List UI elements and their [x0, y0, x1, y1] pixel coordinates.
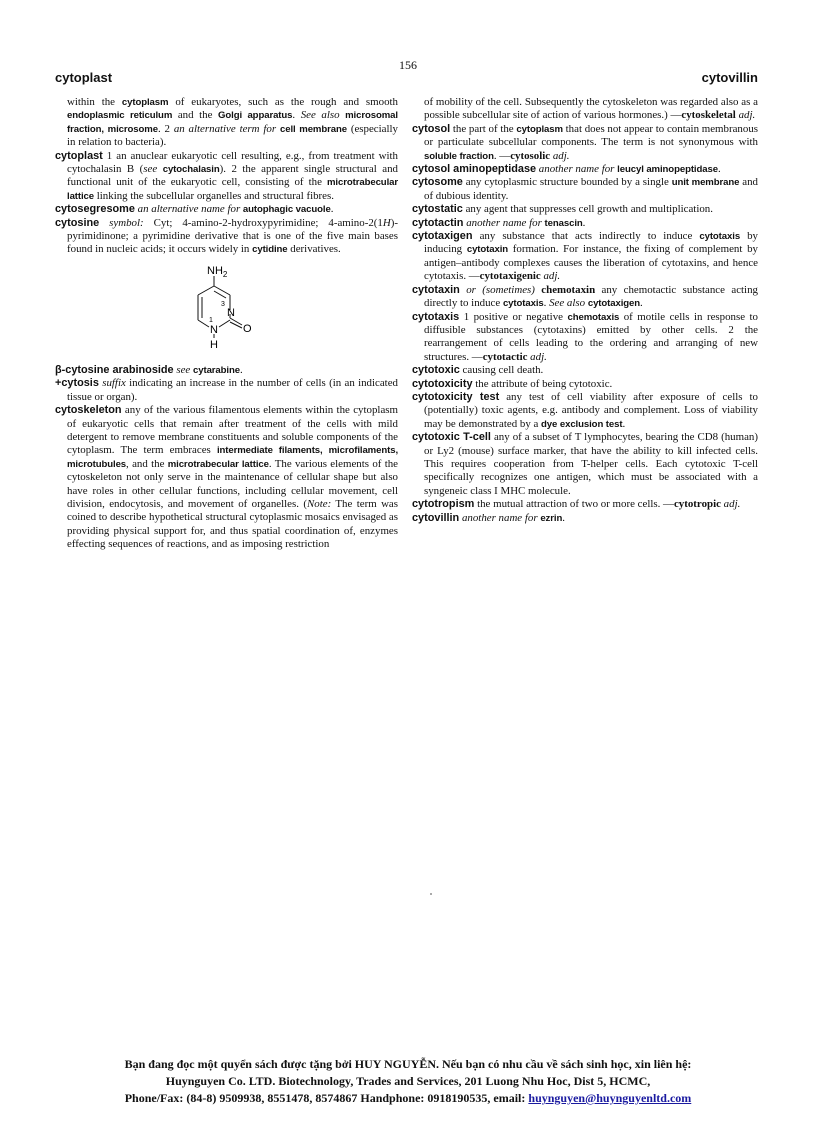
cross-reference[interactable]: microsomal fraction, microsome [67, 110, 398, 135]
cross-reference[interactable]: microtrabecular lattice [67, 177, 398, 202]
cross-reference[interactable]: cytotaxin [466, 244, 509, 256]
headword: cytoplast [55, 149, 103, 162]
entry-cytotoxic-t-cell: cytotoxic T-cell any of a subset of T lymphocytes, bearing the CD8 (human) or Ly2 (mouse) surface marker, that have the ability to kill infected cells. This requires cooperation from T-helper cells. Each cytotoxic T-cell specifically recognizes one antigen, which must be associated with a syngeneic class I MHC molecule. [412, 431, 758, 497]
cross-reference[interactable]: cytoplasm [516, 123, 563, 135]
derived-word: cytosolic [510, 149, 551, 162]
headword: cytotropism [412, 498, 475, 511]
cross-reference[interactable]: dye exclusion test [541, 418, 623, 430]
derived-word: cytotropic [673, 498, 721, 511]
cross-reference[interactable]: microtrabecular lattice [167, 458, 269, 470]
cross-reference[interactable]: soluble fraction [424, 150, 494, 162]
entry-cytotaxigen: cytotaxigen any substance that acts indirectly to induce cytotaxis by inducing cytotaxin formation. For instance, the fixing of complement by antigen–antibody complexes causes the liberation of cytotaxins, and hence cytotaxis. —cytotaxigenic adj. [412, 230, 758, 283]
headword: cytoskeleton [55, 404, 122, 417]
entry-continued: of mobility of the cell. Subsequently the cytoskeleton was regarded also as a possible subcellular site of action of various hormones.) —cytoskeletal adj. [424, 96, 758, 122]
headword: cytotoxicity test [412, 390, 500, 403]
derived-word: cytoskeletal [681, 109, 736, 122]
entry-cytosol: cytosol the part of the cytoplasm that does not appear to contain membranous or particulate subcellular components. The term is not synonymous with soluble fraction. —cytosolic adj. [412, 122, 759, 162]
n3-label: N [227, 306, 235, 319]
h-label: H [210, 338, 218, 351]
headword: cytotactin [412, 216, 464, 229]
headword: cytotaxigen [412, 230, 473, 243]
cross-reference[interactable]: Golgi apparatus [218, 110, 293, 122]
cross-reference[interactable]: cytochalasin [162, 164, 220, 176]
entry-continued: within the cytoplasm of eukaryotes, such as the rough and smooth endoplasmic reticulum and the Golgi apparatus. See also microsomal fraction, microsome. 2 an alternative term for cell membrane (especially in relation to bacteria). [67, 96, 398, 149]
page-number: 156 [399, 58, 417, 72]
variant-word: chemotaxin [541, 283, 596, 296]
footer-line-1: Bạn đang đọc một quyển sách được tặng bởi HUY NGUYỄN. Nếu bạn có nhu cầu về sách sinh học, xin liên hệ: [124, 1057, 692, 1071]
cross-reference[interactable]: intermediate filaments, microfilaments, microtubules [67, 445, 399, 470]
entry-cytoskeleton: cytoskeleton any of the various filamentous elements within the cytoplasm of eukaryotic cells that remain after treatment of the cells with mild detergent to remove membrane constituents and soluble components of the cytoplasm. The term embraces intermediate filaments, microfilaments, microtubules, and the microtrabecular lattice. The various elements of the cytoskeleton not only serve in the maintenance of cellular shape but also have roles in other cellular functions, including cellular movement, cell division, endocytosis, and movement of organelles. (Note: The term was coined to describe hypothetical structural cytoplasmic mosaics envisaged as providing physical support for, and thus spatial coordination of, enzymes effecting sequences of reactions, and as imposing restriction [55, 404, 399, 551]
cross-reference[interactable]: cytoplasm [121, 97, 169, 108]
amino-label: $NH_2$ [207, 264, 228, 279]
cross-reference[interactable]: autophagic vacuole [242, 204, 331, 216]
entry-cytotactin: cytotactin another name for tenascin. [412, 216, 586, 229]
headword: cytosol [412, 122, 451, 135]
entry-cytosis: +cytosis suffix indicating an increase in the number of cells (in an indicated tissue or organ). [55, 377, 398, 403]
entry-cytotoxic: cytotoxic causing cell death. [412, 364, 544, 377]
cross-reference[interactable]: cytotaxigen [587, 298, 641, 310]
derived-word: cytotaxigenic [479, 270, 541, 283]
headword: cytosegresome [55, 203, 135, 216]
derived-word: cytotactic [482, 350, 528, 363]
footer-line-2: Huynguyen Co. LTD. Biotechnology, Trades and Services, 201 Luong Nhu Hoc, Dist 5, HCMC, [165, 1074, 651, 1088]
headword: cytotaxis [412, 310, 460, 323]
guide-word-left: cytoplast [55, 70, 113, 85]
position-1-label: 1 [209, 316, 213, 324]
entry-cytosegresome: cytosegresome an alternative name for autophagic vacuole. [55, 203, 334, 216]
entry-cytoplast: cytoplast 1 an anuclear eukaryotic cell resulting, e.g., from treatment with cytochalasin B (see cytochalasin). 2 the apparent single structural and functional unit of the eukaryotic cell, consisting of the microtrabecular lattice linking the subcellular organelles and structural fibres. [55, 149, 398, 202]
headword: cytosine [55, 216, 100, 229]
entry-cytosome: cytosome any cytoplasmic structure bounded by a single unit membrane and of dubious identity. [412, 176, 758, 202]
email-link[interactable]: huynguyen@huynguyenltd.com [528, 1091, 692, 1105]
headword: cytotoxic [412, 364, 460, 377]
scan-speck [430, 893, 432, 895]
guide-word-right: cytovillin [701, 70, 758, 85]
column-right [412, 96, 758, 525]
entry-cytostatic: cytostatic any agent that suppresses cell growth and multiplication. [412, 203, 713, 216]
entry-cytotropism: cytotropism the mutual attraction of two or more cells. —cytotropic adj. [412, 498, 741, 511]
cross-reference[interactable]: unit membrane [671, 177, 740, 189]
cross-reference[interactable]: chemotaxis [567, 311, 620, 323]
entry-cytosol-aminopeptidase: cytosol aminopeptidase another name for leucyl aminopeptidase. [412, 163, 721, 176]
footer-line-3: Phone/Fax: (84-8) 9509938, 8551478, 8574867 Handphone: 0918190535, email: huynguyen@huynguyenltd.com [124, 1091, 692, 1105]
column-left [55, 96, 398, 552]
entry-cytotoxicity: cytotoxicity the attribute of being cytotoxic. [412, 377, 613, 390]
cross-reference[interactable]: cell membrane [279, 123, 347, 135]
headword: cytovillin [412, 511, 460, 524]
headword: cytostatic [412, 203, 463, 216]
oxygen-label: O [243, 322, 252, 335]
headword: cytotaxin [412, 283, 460, 296]
cross-reference[interactable]: tenascin [544, 217, 583, 229]
entry-cytosine-arabinoside: β-cytosine arabinoside see cytarabine. [55, 363, 243, 376]
entry-cytotaxis: cytotaxis 1 positive or negative chemotaxis of motile cells in response to diffusible substances (cytotaxins) emitted by other cells. 2 the rearrangement of cells leading to the ordering and arranging of new structures. —cytotactic adj. [412, 310, 758, 363]
cross-reference[interactable]: endoplasmic reticulum [67, 110, 173, 122]
position-3-label: 3 [221, 300, 225, 308]
entry-cytovillin: cytovillin another name for ezrin. [412, 511, 565, 524]
headword: cytotoxicity [412, 377, 473, 390]
headword: cytosol aminopeptidase [412, 163, 537, 176]
cross-reference[interactable]: cytidine [252, 244, 288, 256]
headword: +cytosis [55, 377, 99, 390]
cross-reference[interactable]: cytarabine [193, 364, 240, 376]
headword: cytosome [412, 176, 463, 189]
cross-reference[interactable]: ezrin [540, 512, 563, 524]
n1-label: N [210, 323, 218, 336]
entry-cytotaxin: cytotaxin or (sometimes) chemotaxin any chemotactic substance acting directly to induce cytotaxis. See also cytotaxigen. [412, 283, 758, 310]
footer-notice [0, 1056, 816, 1107]
cross-reference[interactable]: cytotaxis [502, 298, 544, 310]
headword: cytotoxic T-cell [412, 431, 491, 444]
cross-reference[interactable]: leucyl aminopeptidase [617, 164, 718, 176]
cross-reference[interactable]: cytotaxis [699, 231, 741, 243]
entry-cytosine: cytosine symbol: Cyt; 4-amino-2-hydroxypyrimidine; 4-amino-2(1H)-pyrimidinone; a pyrimidine derivative that is one of the five main bases found in nucleic acids; it occurs widely in cytidine derivatives. [55, 216, 398, 256]
cytosine-structure [185, 262, 285, 358]
entry-cytotoxicity-test: cytotoxicity test any test of cell viability after exposure of cells to (potentially) toxic agents, e.g. antibody and complement. Loss of viability may be demonstrated by a dye exclusion test. [412, 390, 758, 430]
headword: β-cytosine arabinoside [55, 363, 174, 376]
